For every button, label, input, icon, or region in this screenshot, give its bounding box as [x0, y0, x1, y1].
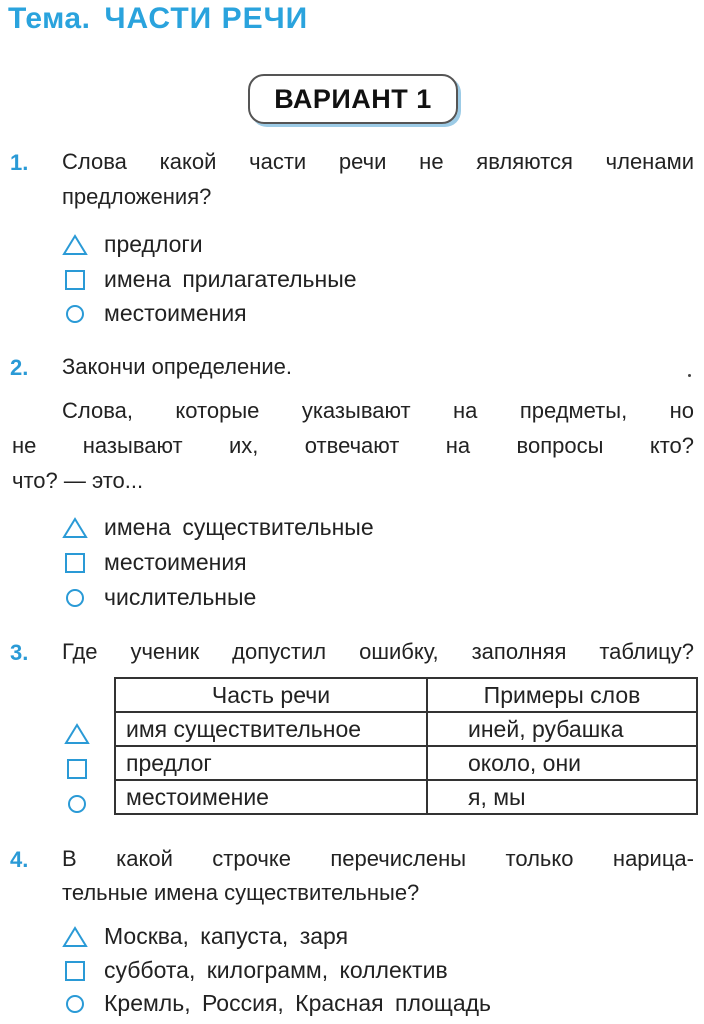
table-cell: имя существительное: [115, 712, 427, 746]
square-icon[interactable]: [64, 758, 90, 780]
triangle-icon[interactable]: [62, 234, 88, 256]
variant-badge: ВАРИАНТ 1: [248, 74, 458, 124]
option-label: числительные: [104, 584, 257, 610]
answer-option[interactable]: [62, 231, 203, 258]
table-header-row: [115, 678, 697, 712]
option-label: местоимения: [104, 300, 247, 326]
triangle-icon[interactable]: [62, 517, 88, 539]
question-text: В какой строчке перечислены только нарица-: [62, 846, 694, 871]
table-header: Примеры слов: [427, 678, 697, 712]
answer-option[interactable]: [62, 923, 348, 950]
table-cell: предлог: [115, 746, 427, 780]
option-label: Москва, капуста, заря: [104, 923, 349, 949]
parts-of-speech-table: [114, 677, 698, 815]
answer-option[interactable]: [62, 549, 247, 576]
table-row: [115, 746, 697, 780]
table-row: [115, 780, 697, 814]
table-cell: я, мы: [427, 780, 697, 814]
answer-option[interactable]: [62, 300, 247, 327]
topic-label: Тема.: [8, 2, 91, 35]
question-number: 1.: [10, 150, 29, 175]
page-topic: [8, 2, 308, 36]
option-label: имена существительные: [104, 514, 374, 540]
print-speck: [688, 374, 691, 377]
question-text: не называют их, отвечают на вопросы кто?: [12, 433, 694, 458]
question-text: тельные имена существительные?: [62, 880, 420, 905]
answer-option[interactable]: [62, 266, 357, 293]
table-cell: местоимение: [115, 780, 427, 814]
answer-option[interactable]: [62, 584, 256, 611]
table-cell: около, они: [427, 746, 697, 780]
square-icon[interactable]: [62, 552, 88, 574]
option-label: имена прилагательные: [104, 266, 357, 292]
answer-option[interactable]: [62, 514, 374, 541]
question-text: Где ученик допустил ошибку, заполняя таблицу?: [62, 639, 694, 664]
option-label: суббота, килограмм, коллектив: [104, 957, 448, 983]
question-text: Слова какой части речи не являются членами: [62, 149, 694, 174]
table-row: [115, 712, 697, 746]
answer-option[interactable]: [62, 990, 491, 1017]
triangle-icon[interactable]: [62, 926, 88, 948]
table-cell: иней, рубашка: [427, 712, 697, 746]
question-number: 4.: [10, 847, 29, 872]
circle-icon[interactable]: [62, 587, 88, 609]
option-label: Кремль, Россия, Красная площадь: [104, 990, 492, 1016]
circle-icon[interactable]: [64, 793, 90, 815]
table-header: Часть речи: [115, 678, 427, 712]
question-text: что? — это...: [12, 468, 144, 493]
circle-icon[interactable]: [62, 303, 88, 325]
topic-title: ЧАСТИ РЕЧИ: [104, 2, 309, 35]
question-text: Закончи определение.: [62, 354, 292, 379]
square-icon[interactable]: [62, 269, 88, 291]
triangle-icon[interactable]: [64, 723, 90, 745]
option-label: предлоги: [104, 231, 203, 257]
question-number: 3.: [10, 640, 29, 665]
option-label: местоимения: [104, 549, 247, 575]
answer-option[interactable]: [62, 957, 448, 984]
question-number: 2.: [10, 355, 29, 380]
question-text: предложения?: [62, 184, 212, 209]
square-icon[interactable]: [62, 960, 88, 982]
circle-icon[interactable]: [62, 993, 88, 1015]
question-text: Слова, которые указывают на предметы, но: [62, 398, 694, 423]
